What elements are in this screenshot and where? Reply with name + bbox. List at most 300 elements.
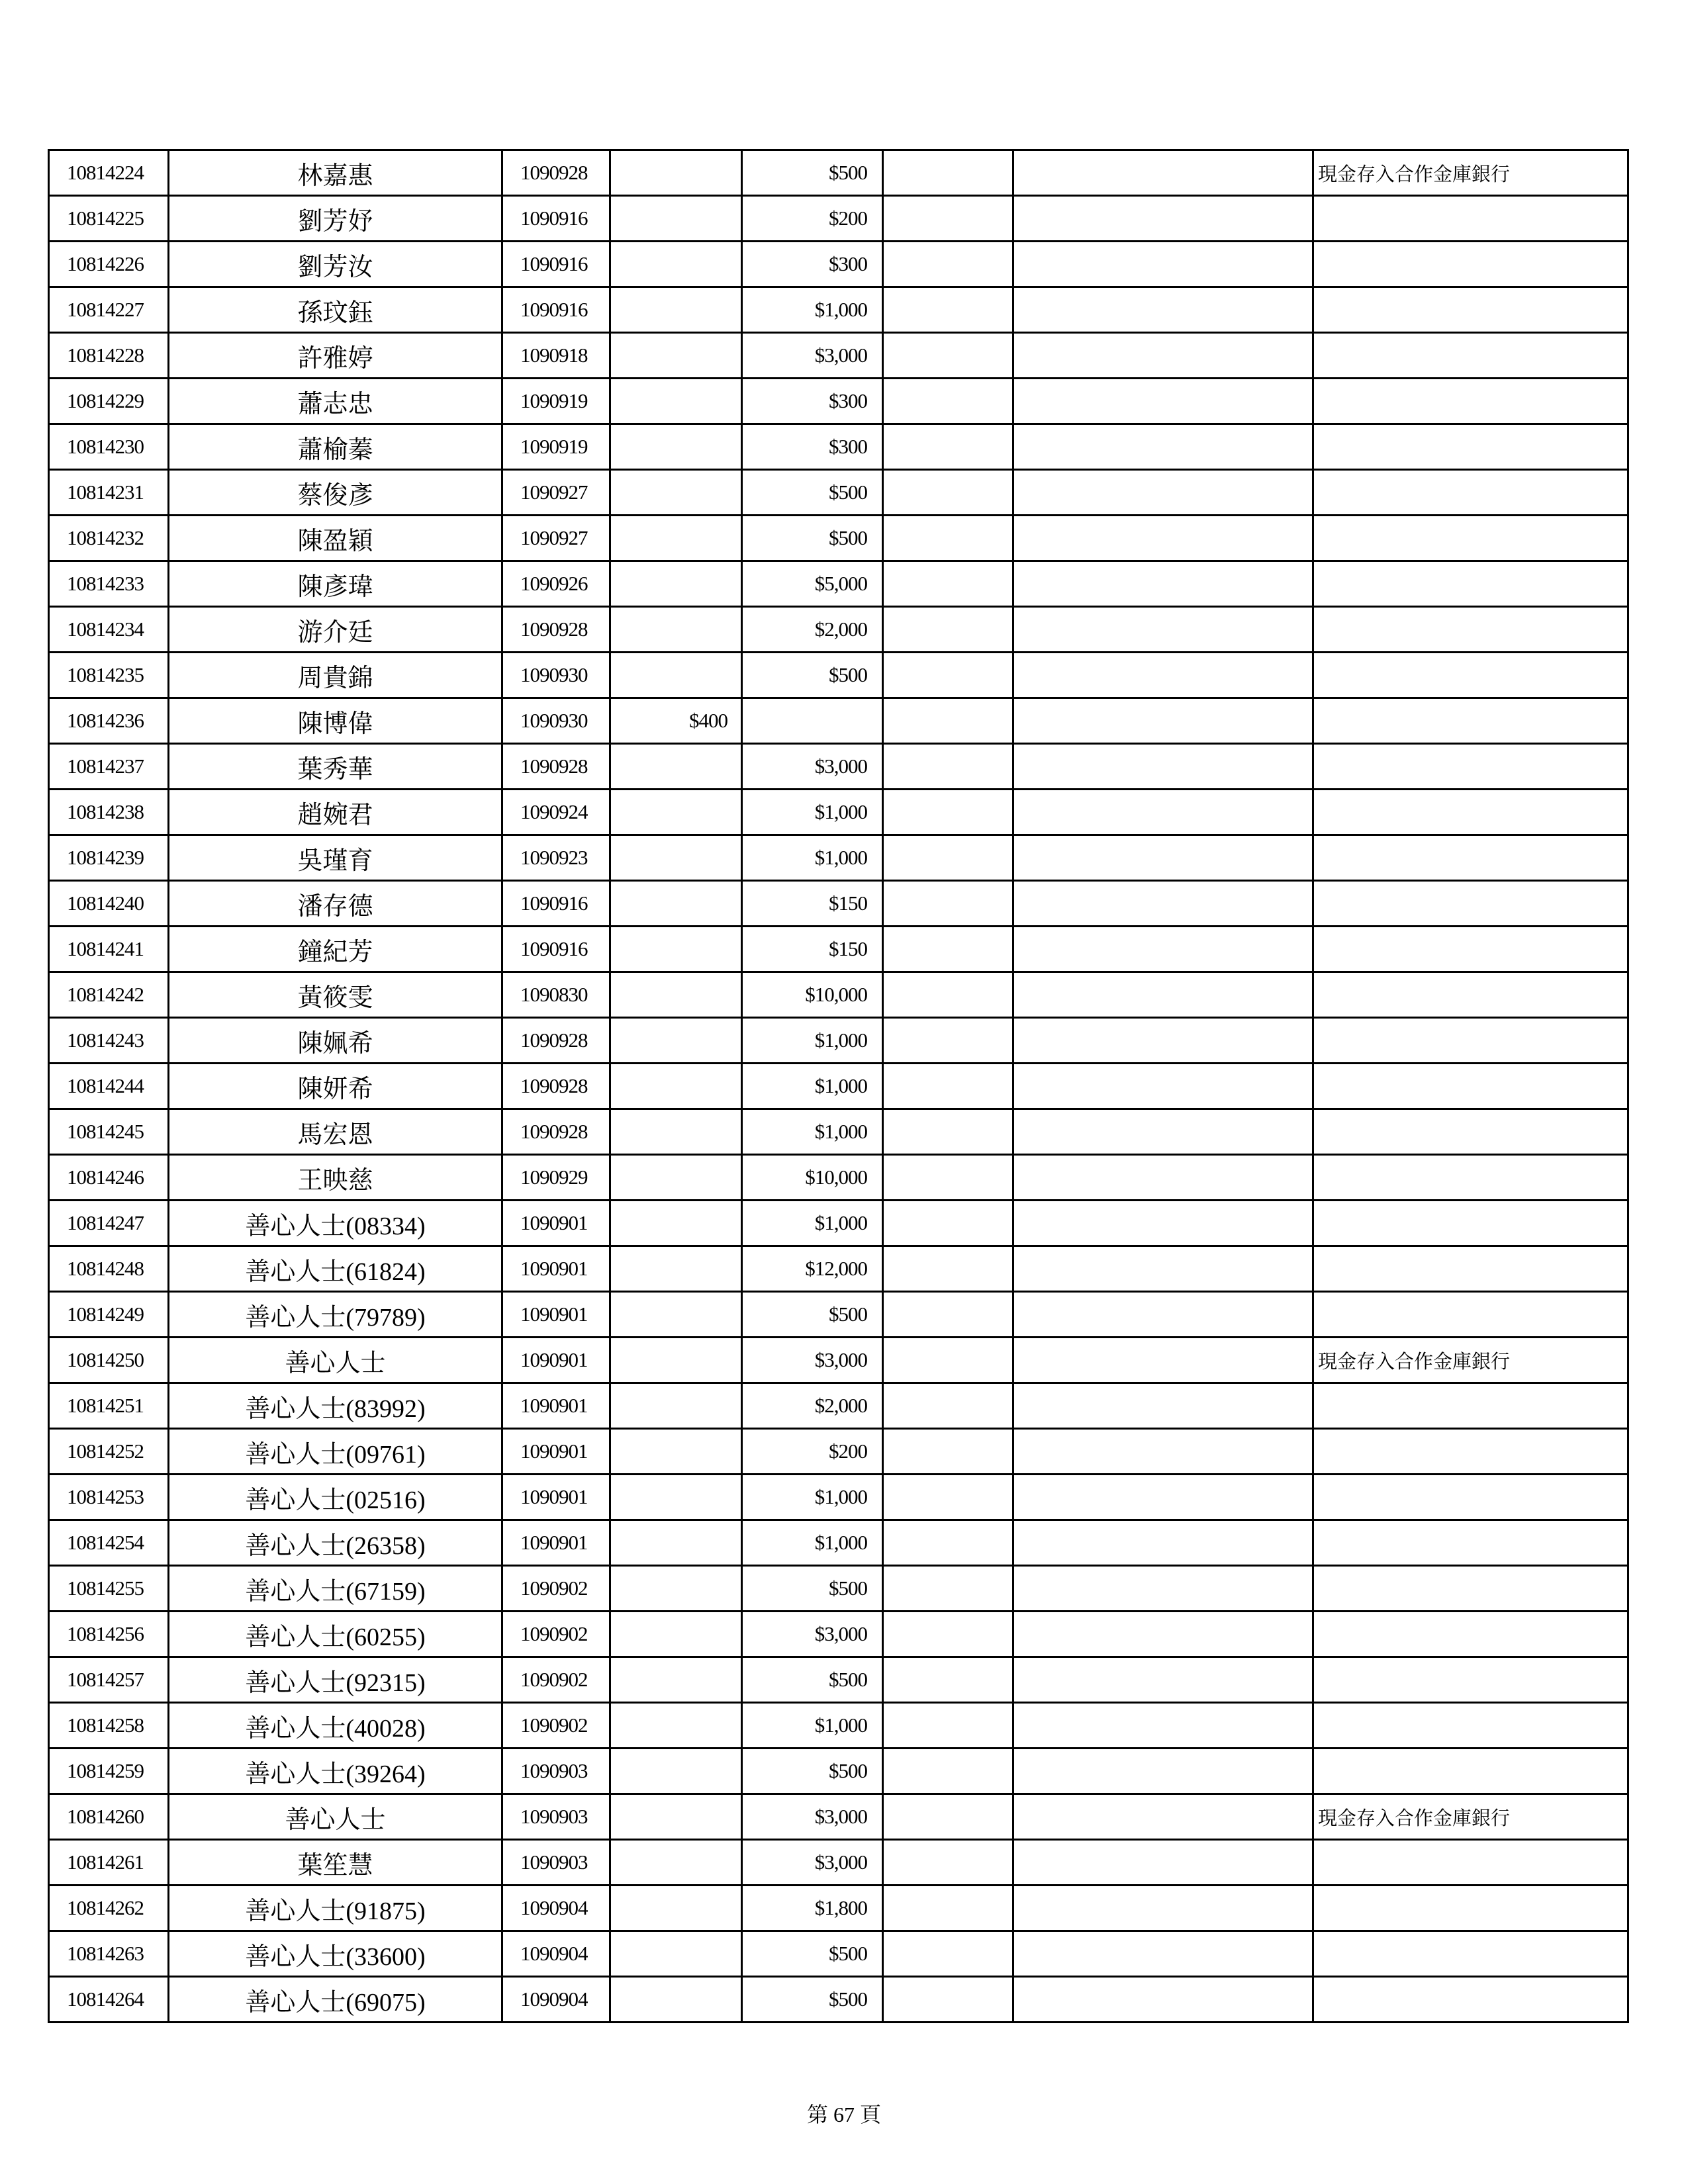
receipt-id-cell: 10814250 xyxy=(49,1338,169,1383)
amount-cell: $150 xyxy=(742,927,883,972)
receipt-id-cell: 10814253 xyxy=(49,1475,169,1520)
receipt-id-cell: 10814235 xyxy=(49,653,169,698)
note-cell: 現金存入合作金庫銀行 xyxy=(1313,1338,1628,1383)
note-cell xyxy=(1313,1475,1628,1520)
donor-name-cell: 葉秀華 xyxy=(169,744,502,790)
receipt-id-cell: 10814261 xyxy=(49,1840,169,1886)
table-row xyxy=(49,150,1628,196)
amount-cell: $500 xyxy=(742,1292,883,1338)
receipt-id-cell: 10814256 xyxy=(49,1612,169,1657)
amount-column-4-cell xyxy=(610,1292,742,1338)
receipt-id-cell: 10814233 xyxy=(49,561,169,607)
table-row xyxy=(49,1977,1628,2023)
empty-cell xyxy=(883,1429,1013,1475)
empty-cell xyxy=(1013,927,1313,972)
amount-column-4-cell xyxy=(610,653,742,698)
amount-column-4-cell xyxy=(610,607,742,653)
receipt-id-cell: 10814255 xyxy=(49,1566,169,1612)
note-cell xyxy=(1313,333,1628,379)
empty-cell xyxy=(883,150,1013,196)
empty-cell xyxy=(883,653,1013,698)
donor-name-cell: 劉芳妤 xyxy=(169,196,502,242)
table-row xyxy=(49,379,1628,424)
note-cell xyxy=(1313,698,1628,744)
date-cell: 1090904 xyxy=(502,1931,610,1977)
donor-name-cell: 善心人士(91875) xyxy=(169,1886,502,1931)
donor-name-cell: 葉笙慧 xyxy=(169,1840,502,1886)
empty-cell xyxy=(883,1886,1013,1931)
receipt-id-cell: 10814247 xyxy=(49,1201,169,1246)
receipt-id-cell: 10814262 xyxy=(49,1886,169,1931)
amount-column-4-cell xyxy=(610,470,742,516)
empty-cell xyxy=(1013,470,1313,516)
table-row xyxy=(49,835,1628,881)
amount-column-4-cell xyxy=(610,1064,742,1109)
donor-name-cell: 善心人士(61824) xyxy=(169,1246,502,1292)
empty-cell xyxy=(883,1520,1013,1566)
receipt-id-cell: 10814238 xyxy=(49,790,169,835)
amount-column-4-cell xyxy=(610,1703,742,1749)
table-row xyxy=(49,424,1628,470)
table-row xyxy=(49,744,1628,790)
note-cell xyxy=(1313,1064,1628,1109)
receipt-id-cell: 10814227 xyxy=(49,287,169,333)
empty-cell xyxy=(1013,333,1313,379)
empty-cell xyxy=(1013,1749,1313,1794)
empty-cell xyxy=(1013,790,1313,835)
amount-column-4-cell xyxy=(610,1246,742,1292)
date-cell: 1090927 xyxy=(502,470,610,516)
date-cell: 1090916 xyxy=(502,242,610,287)
note-cell xyxy=(1313,1201,1628,1246)
table-body xyxy=(49,150,1628,2023)
empty-cell xyxy=(883,1064,1013,1109)
empty-cell xyxy=(883,1657,1013,1703)
empty-cell xyxy=(1013,196,1313,242)
note-cell xyxy=(1313,1840,1628,1886)
note-cell xyxy=(1313,835,1628,881)
empty-cell xyxy=(883,744,1013,790)
note-cell xyxy=(1313,1977,1628,2023)
amount-cell: $200 xyxy=(742,196,883,242)
note-cell xyxy=(1313,1612,1628,1657)
receipt-id-cell: 10814264 xyxy=(49,1977,169,2023)
table-row xyxy=(49,1520,1628,1566)
amount-cell: $300 xyxy=(742,424,883,470)
empty-cell xyxy=(883,379,1013,424)
date-cell: 1090930 xyxy=(502,698,610,744)
empty-cell xyxy=(883,1931,1013,1977)
amount-cell: $500 xyxy=(742,1977,883,2023)
note-cell xyxy=(1313,1520,1628,1566)
note-cell xyxy=(1313,1703,1628,1749)
receipt-id-cell: 10814229 xyxy=(49,379,169,424)
empty-cell xyxy=(1013,1429,1313,1475)
receipt-id-cell: 10814226 xyxy=(49,242,169,287)
date-cell: 1090830 xyxy=(502,972,610,1018)
empty-cell xyxy=(883,972,1013,1018)
date-cell: 1090919 xyxy=(502,424,610,470)
date-cell: 1090928 xyxy=(502,1064,610,1109)
note-cell xyxy=(1313,379,1628,424)
empty-cell xyxy=(1013,1155,1313,1201)
amount-column-4-cell xyxy=(610,1520,742,1566)
note-cell xyxy=(1313,927,1628,972)
donor-name-cell: 善心人士(02516) xyxy=(169,1475,502,1520)
receipt-id-cell: 10814258 xyxy=(49,1703,169,1749)
amount-column-4-cell xyxy=(610,516,742,561)
note-cell: 現金存入合作金庫銀行 xyxy=(1313,1794,1628,1840)
amount-column-4-cell xyxy=(610,1931,742,1977)
note-cell xyxy=(1313,653,1628,698)
amount-cell: $500 xyxy=(742,516,883,561)
receipt-id-cell: 10814245 xyxy=(49,1109,169,1155)
amount-column-4-cell xyxy=(610,287,742,333)
note-cell xyxy=(1313,1429,1628,1475)
donor-name-cell: 善心人士(67159) xyxy=(169,1566,502,1612)
empty-cell xyxy=(1013,1703,1313,1749)
note-cell: 現金存入合作金庫銀行 xyxy=(1313,150,1628,196)
amount-cell: $12,000 xyxy=(742,1246,883,1292)
amount-column-4-cell xyxy=(610,744,742,790)
empty-cell xyxy=(1013,1475,1313,1520)
amount-cell: $1,000 xyxy=(742,1109,883,1155)
date-cell: 1090903 xyxy=(502,1794,610,1840)
empty-cell xyxy=(1013,150,1313,196)
empty-cell xyxy=(1013,835,1313,881)
table-row xyxy=(49,1886,1628,1931)
note-cell xyxy=(1313,1566,1628,1612)
date-cell: 1090923 xyxy=(502,835,610,881)
empty-cell xyxy=(1013,1064,1313,1109)
date-cell: 1090928 xyxy=(502,1109,610,1155)
amount-column-4-cell xyxy=(610,1612,742,1657)
empty-cell xyxy=(883,196,1013,242)
receipt-id-cell: 10814232 xyxy=(49,516,169,561)
table-row xyxy=(49,1794,1628,1840)
table-row xyxy=(49,790,1628,835)
date-cell: 1090901 xyxy=(502,1429,610,1475)
receipt-id-cell: 10814243 xyxy=(49,1018,169,1064)
date-cell: 1090916 xyxy=(502,881,610,927)
receipt-id-cell: 10814244 xyxy=(49,1064,169,1109)
table-row xyxy=(49,470,1628,516)
date-cell: 1090926 xyxy=(502,561,610,607)
table-row xyxy=(49,1064,1628,1109)
note-cell xyxy=(1313,972,1628,1018)
empty-cell xyxy=(1013,1246,1313,1292)
receipt-id-cell: 10814230 xyxy=(49,424,169,470)
empty-cell xyxy=(883,287,1013,333)
note-cell xyxy=(1313,1657,1628,1703)
receipt-id-cell: 10814236 xyxy=(49,698,169,744)
receipt-id-cell: 10814259 xyxy=(49,1749,169,1794)
note-cell xyxy=(1313,790,1628,835)
donor-name-cell: 王映慈 xyxy=(169,1155,502,1201)
amount-column-4-cell xyxy=(610,927,742,972)
date-cell: 1090929 xyxy=(502,1155,610,1201)
table-row xyxy=(49,1475,1628,1520)
note-cell xyxy=(1313,1155,1628,1201)
empty-cell xyxy=(883,1246,1013,1292)
donor-name-cell: 善心人士(08334) xyxy=(169,1201,502,1246)
donor-name-cell: 蕭志忠 xyxy=(169,379,502,424)
donor-name-cell: 蕭榆蓁 xyxy=(169,424,502,470)
table-row xyxy=(49,1201,1628,1246)
empty-cell xyxy=(883,1475,1013,1520)
empty-cell xyxy=(1013,287,1313,333)
date-cell: 1090902 xyxy=(502,1703,610,1749)
donor-name-cell: 陳盈穎 xyxy=(169,516,502,561)
amount-cell xyxy=(742,698,883,744)
amount-column-4-cell xyxy=(610,1794,742,1840)
note-cell xyxy=(1313,1246,1628,1292)
note-cell xyxy=(1313,1018,1628,1064)
amount-cell: $3,000 xyxy=(742,1612,883,1657)
note-cell xyxy=(1313,1109,1628,1155)
empty-cell xyxy=(1013,1201,1313,1246)
empty-cell xyxy=(1013,1292,1313,1338)
amount-column-4-cell xyxy=(610,1338,742,1383)
empty-cell xyxy=(883,1155,1013,1201)
empty-cell xyxy=(1013,1931,1313,1977)
empty-cell xyxy=(1013,698,1313,744)
donor-name-cell: 鐘紀芳 xyxy=(169,927,502,972)
note-cell xyxy=(1313,1292,1628,1338)
date-cell: 1090916 xyxy=(502,927,610,972)
empty-cell xyxy=(883,470,1013,516)
table-row xyxy=(49,1292,1628,1338)
empty-cell xyxy=(883,424,1013,470)
amount-cell: $1,000 xyxy=(742,287,883,333)
table-row xyxy=(49,881,1628,927)
empty-cell xyxy=(883,1566,1013,1612)
note-cell xyxy=(1313,744,1628,790)
table-row xyxy=(49,1246,1628,1292)
note-cell xyxy=(1313,287,1628,333)
empty-cell xyxy=(1013,1383,1313,1429)
donor-name-cell: 善心人士(33600) xyxy=(169,1931,502,1977)
receipt-id-cell: 10814260 xyxy=(49,1794,169,1840)
note-cell xyxy=(1313,470,1628,516)
donor-name-cell: 吳瑾育 xyxy=(169,835,502,881)
amount-cell: $5,000 xyxy=(742,561,883,607)
donor-name-cell: 善心人士(83992) xyxy=(169,1383,502,1429)
amount-cell: $300 xyxy=(742,379,883,424)
empty-cell xyxy=(883,333,1013,379)
receipt-id-cell: 10814228 xyxy=(49,333,169,379)
date-cell: 1090927 xyxy=(502,516,610,561)
donor-name-cell: 陳妍希 xyxy=(169,1064,502,1109)
amount-cell: $2,000 xyxy=(742,1383,883,1429)
date-cell: 1090916 xyxy=(502,287,610,333)
empty-cell xyxy=(883,242,1013,287)
date-cell: 1090902 xyxy=(502,1657,610,1703)
empty-cell xyxy=(1013,744,1313,790)
empty-cell xyxy=(1013,881,1313,927)
table-row xyxy=(49,607,1628,653)
amount-cell: $1,000 xyxy=(742,1475,883,1520)
amount-cell: $3,000 xyxy=(742,1338,883,1383)
donor-name-cell: 潘存德 xyxy=(169,881,502,927)
donor-name-cell: 善心人士(39264) xyxy=(169,1749,502,1794)
amount-cell: $2,000 xyxy=(742,607,883,653)
note-cell xyxy=(1313,196,1628,242)
date-cell: 1090918 xyxy=(502,333,610,379)
table-row xyxy=(49,1338,1628,1383)
amount-column-4-cell xyxy=(610,972,742,1018)
empty-cell xyxy=(883,1794,1013,1840)
donor-name-cell: 善心人士(60255) xyxy=(169,1612,502,1657)
date-cell: 1090903 xyxy=(502,1840,610,1886)
table-row xyxy=(49,972,1628,1018)
empty-cell xyxy=(883,516,1013,561)
table-row xyxy=(49,1931,1628,1977)
amount-cell: $300 xyxy=(742,242,883,287)
empty-cell xyxy=(1013,561,1313,607)
empty-cell xyxy=(1013,1794,1313,1840)
table-row xyxy=(49,561,1628,607)
receipt-id-cell: 10814246 xyxy=(49,1155,169,1201)
amount-column-4-cell xyxy=(610,1018,742,1064)
date-cell: 1090928 xyxy=(502,1018,610,1064)
table-row xyxy=(49,698,1628,744)
amount-cell: $3,000 xyxy=(742,1794,883,1840)
donor-name-cell: 善心人士(40028) xyxy=(169,1703,502,1749)
note-cell xyxy=(1313,1749,1628,1794)
empty-cell xyxy=(883,927,1013,972)
donation-table xyxy=(48,149,1629,2023)
date-cell: 1090904 xyxy=(502,1886,610,1931)
date-cell: 1090901 xyxy=(502,1383,610,1429)
note-cell xyxy=(1313,424,1628,470)
empty-cell xyxy=(883,881,1013,927)
empty-cell xyxy=(1013,424,1313,470)
empty-cell xyxy=(883,1018,1013,1064)
receipt-id-cell: 10814234 xyxy=(49,607,169,653)
empty-cell xyxy=(1013,379,1313,424)
amount-cell: $1,000 xyxy=(742,1064,883,1109)
date-cell: 1090903 xyxy=(502,1749,610,1794)
empty-cell xyxy=(1013,1840,1313,1886)
amount-column-4-cell xyxy=(610,333,742,379)
table-row xyxy=(49,1429,1628,1475)
amount-cell: $3,000 xyxy=(742,744,883,790)
receipt-id-cell: 10814225 xyxy=(49,196,169,242)
donor-name-cell: 善心人士(09761) xyxy=(169,1429,502,1475)
table-row xyxy=(49,242,1628,287)
date-cell: 1090928 xyxy=(502,744,610,790)
empty-cell xyxy=(883,1840,1013,1886)
receipt-id-cell: 10814248 xyxy=(49,1246,169,1292)
empty-cell xyxy=(1013,607,1313,653)
donor-name-cell: 劉芳汝 xyxy=(169,242,502,287)
amount-column-4-cell xyxy=(610,1201,742,1246)
amount-cell: $1,000 xyxy=(742,1520,883,1566)
amount-cell: $200 xyxy=(742,1429,883,1475)
empty-cell xyxy=(883,1201,1013,1246)
amount-column-4-cell xyxy=(610,835,742,881)
amount-cell: $500 xyxy=(742,1657,883,1703)
note-cell xyxy=(1313,242,1628,287)
amount-cell: $500 xyxy=(742,470,883,516)
amount-column-4-cell xyxy=(610,1749,742,1794)
note-cell xyxy=(1313,881,1628,927)
donor-name-cell: 蔡俊彥 xyxy=(169,470,502,516)
note-cell xyxy=(1313,607,1628,653)
donor-name-cell: 許雅婷 xyxy=(169,333,502,379)
amount-cell: $150 xyxy=(742,881,883,927)
amount-cell: $1,000 xyxy=(742,1703,883,1749)
donor-name-cell: 黃筱雯 xyxy=(169,972,502,1018)
date-cell: 1090901 xyxy=(502,1246,610,1292)
amount-cell: $1,000 xyxy=(742,1201,883,1246)
amount-column-4-cell xyxy=(610,424,742,470)
date-cell: 1090901 xyxy=(502,1292,610,1338)
receipt-id-cell: 10814240 xyxy=(49,881,169,927)
amount-cell: $500 xyxy=(742,1931,883,1977)
receipt-id-cell: 10814231 xyxy=(49,470,169,516)
empty-cell xyxy=(883,1338,1013,1383)
empty-cell xyxy=(883,1977,1013,2023)
note-cell xyxy=(1313,1886,1628,1931)
amount-column-4-cell xyxy=(610,1475,742,1520)
amount-column-4-cell xyxy=(610,1155,742,1201)
table-row xyxy=(49,927,1628,972)
table-row xyxy=(49,1749,1628,1794)
donor-name-cell: 陳博偉 xyxy=(169,698,502,744)
amount-cell: $3,000 xyxy=(742,1840,883,1886)
receipt-id-cell: 10814254 xyxy=(49,1520,169,1566)
empty-cell xyxy=(1013,1657,1313,1703)
date-cell: 1090916 xyxy=(502,196,610,242)
empty-cell xyxy=(1013,1977,1313,2023)
amount-column-4-cell xyxy=(610,1109,742,1155)
empty-cell xyxy=(1013,1338,1313,1383)
amount-column-4-cell xyxy=(610,561,742,607)
table-row xyxy=(49,1155,1628,1201)
receipt-id-cell: 10814242 xyxy=(49,972,169,1018)
empty-cell xyxy=(1013,1018,1313,1064)
amount-column-4-cell xyxy=(610,1977,742,2023)
date-cell: 1090928 xyxy=(502,150,610,196)
empty-cell xyxy=(1013,516,1313,561)
date-cell: 1090901 xyxy=(502,1338,610,1383)
date-cell: 1090902 xyxy=(502,1612,610,1657)
receipt-id-cell: 10814237 xyxy=(49,744,169,790)
empty-cell xyxy=(883,607,1013,653)
empty-cell xyxy=(1013,1612,1313,1657)
date-cell: 1090902 xyxy=(502,1566,610,1612)
table-row xyxy=(49,333,1628,379)
empty-cell xyxy=(883,1292,1013,1338)
empty-cell xyxy=(1013,653,1313,698)
empty-cell xyxy=(883,561,1013,607)
note-cell xyxy=(1313,1931,1628,1977)
amount-cell: $1,000 xyxy=(742,835,883,881)
table-row xyxy=(49,1840,1628,1886)
amount-column-4-cell xyxy=(610,150,742,196)
donor-name-cell: 善心人士(92315) xyxy=(169,1657,502,1703)
empty-cell xyxy=(1013,1566,1313,1612)
donor-name-cell: 善心人士 xyxy=(169,1338,502,1383)
amount-cell: $1,000 xyxy=(742,790,883,835)
date-cell: 1090904 xyxy=(502,1977,610,2023)
amount-column-4-cell xyxy=(610,242,742,287)
page-number: 第 67 頁 xyxy=(806,2103,881,2126)
empty-cell xyxy=(1013,1886,1313,1931)
empty-cell xyxy=(883,1612,1013,1657)
